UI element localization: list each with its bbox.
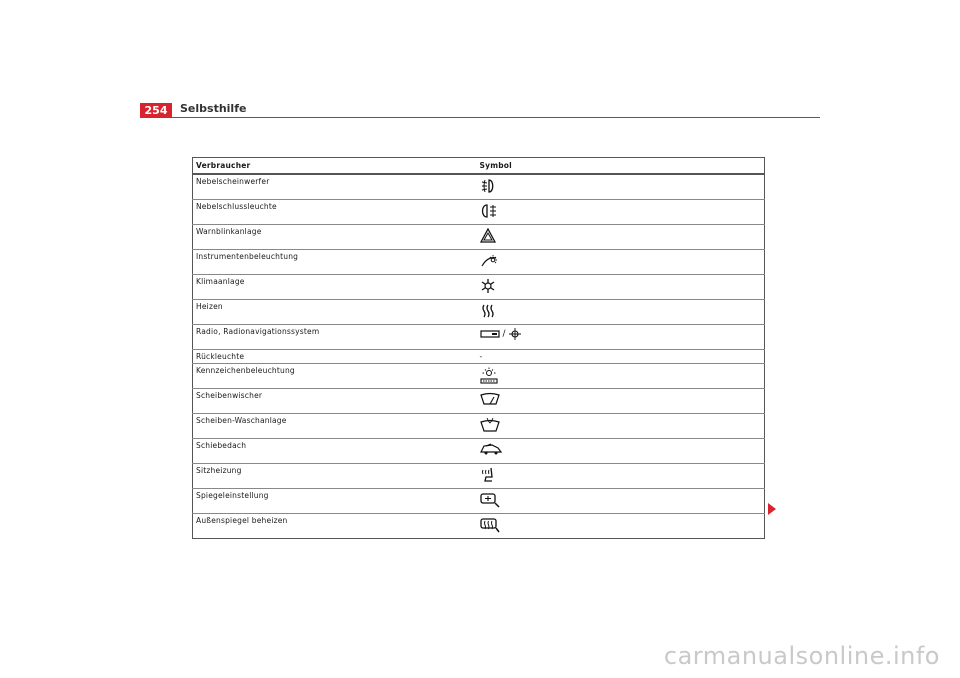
table-row bbox=[193, 364, 765, 389]
sunroof-icon bbox=[480, 442, 502, 456]
consumer-label: Nebelschlussleuchte bbox=[193, 200, 477, 225]
mirror-heating-icon bbox=[480, 517, 500, 533]
table-row bbox=[193, 389, 765, 414]
watermark: carmanualsonline.info bbox=[663, 642, 940, 670]
column-header-consumer: Verbraucher bbox=[193, 158, 477, 175]
table-row bbox=[193, 439, 765, 464]
table-row bbox=[193, 464, 765, 489]
consumer-label: Spiegeleinstellung bbox=[193, 489, 477, 514]
consumer-label: Scheibenwischer bbox=[193, 389, 477, 414]
table-row bbox=[193, 174, 765, 200]
table-row bbox=[193, 250, 765, 275]
consumer-label: Heizen bbox=[193, 300, 477, 325]
consumer-label: Rückleuchte bbox=[193, 350, 477, 364]
consumer-label: Sitzheizung bbox=[193, 464, 477, 489]
seat-heating-icon bbox=[480, 467, 496, 483]
table-row bbox=[193, 489, 765, 514]
symbol-separator: / bbox=[502, 328, 506, 339]
consumer-label: Kennzeichenbeleuchtung bbox=[193, 364, 477, 389]
windshield-washer-icon bbox=[480, 417, 500, 433]
consumer-label: Schiebedach bbox=[193, 439, 477, 464]
windshield-wiper-icon bbox=[480, 392, 500, 406]
hazard-warning-icon bbox=[480, 228, 496, 244]
symbol-text: - bbox=[477, 350, 765, 364]
table-row bbox=[193, 514, 765, 539]
navigation-icon bbox=[509, 328, 521, 340]
heating-icon bbox=[480, 303, 496, 319]
consumer-label: Instrumentenbeleuchtung bbox=[193, 250, 477, 275]
consumer-label: Scheiben-Waschanlage bbox=[193, 414, 477, 439]
header-rule bbox=[140, 117, 820, 118]
rear-fog-light-icon bbox=[480, 203, 498, 219]
table-row bbox=[193, 225, 765, 250]
table-row bbox=[193, 414, 765, 439]
table-row bbox=[193, 275, 765, 300]
mirror-adjustment-icon bbox=[480, 492, 500, 508]
table-row bbox=[193, 200, 765, 225]
page-number: 254 bbox=[140, 103, 172, 118]
consumer-label: Nebelscheinwerfer bbox=[193, 174, 477, 200]
next-page-arrow-icon bbox=[768, 503, 776, 515]
chapter-title: Selbsthilfe bbox=[180, 102, 247, 115]
consumer-label: Radio, Radionavigationssystem bbox=[193, 325, 477, 350]
front-fog-light-icon bbox=[480, 178, 496, 194]
radio-icon bbox=[480, 329, 500, 339]
consumer-label: Klimaanlage bbox=[193, 275, 477, 300]
column-header-symbol: Symbol bbox=[477, 158, 765, 175]
table-header-row bbox=[193, 158, 765, 175]
table-row bbox=[193, 325, 765, 350]
consumer-label: Warnblinkanlage bbox=[193, 225, 477, 250]
air-conditioning-icon bbox=[480, 278, 496, 294]
consumer-symbol-table bbox=[192, 157, 765, 539]
table-row bbox=[193, 300, 765, 325]
instrument-lighting-icon bbox=[480, 253, 500, 269]
consumer-label: Außenspiegel beheizen bbox=[193, 514, 477, 539]
license-plate-light-icon bbox=[480, 367, 498, 385]
table-row bbox=[193, 350, 765, 364]
